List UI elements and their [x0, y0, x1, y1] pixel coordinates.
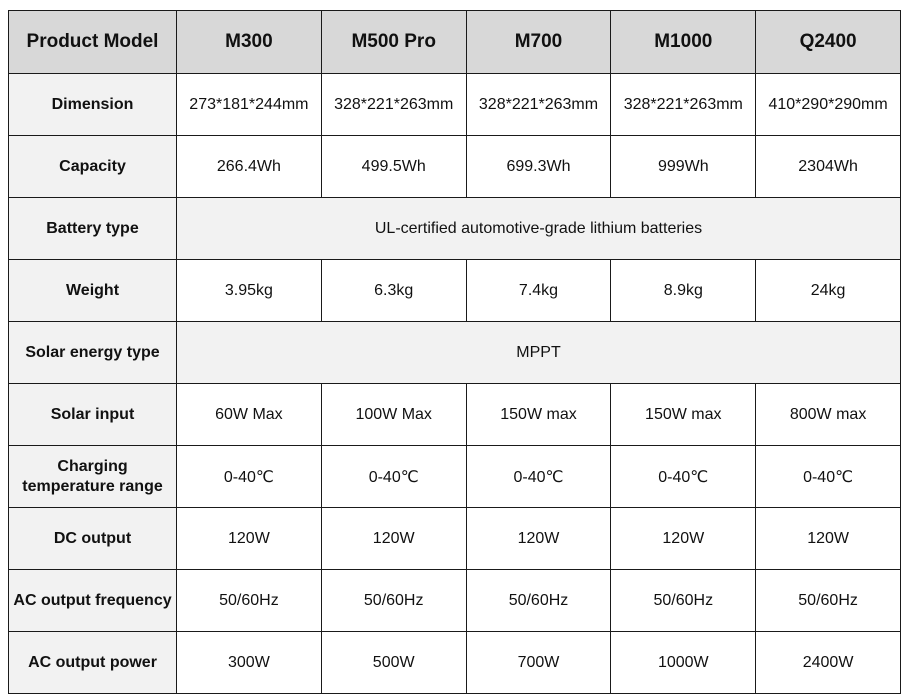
header-row	[9, 11, 901, 74]
cell-solar-energy-type-all: MPPT	[177, 322, 901, 384]
cell-ac-frequency-m700: 50/60Hz	[466, 570, 611, 632]
cell-capacity-q2400: 2304Wh	[756, 136, 901, 198]
header-model-m500-pro: M500 Pro	[321, 11, 466, 74]
row-label-dimension: Dimension	[9, 74, 177, 136]
cell-weight-m1000: 8.9kg	[611, 260, 756, 322]
row-capacity	[9, 136, 901, 198]
cell-charging-temp-q2400: 0-40℃	[756, 446, 901, 508]
cell-ac-frequency-m1000: 50/60Hz	[611, 570, 756, 632]
cell-charging-temp-m1000: 0-40℃	[611, 446, 756, 508]
row-dc-output	[9, 508, 901, 570]
row-label-charging-line1: Charging	[57, 457, 128, 475]
header-model-m300: M300	[177, 11, 322, 74]
row-ac-output-frequency	[9, 570, 901, 632]
row-label-charging-temperature-range	[9, 446, 177, 508]
cell-solar-input-m700: 150W max	[466, 384, 611, 446]
row-solar-input	[9, 384, 901, 446]
cell-capacity-m1000: 999Wh	[611, 136, 756, 198]
cell-solar-input-m500-pro: 100W Max	[321, 384, 466, 446]
cell-solar-input-q2400: 800W max	[756, 384, 901, 446]
cell-weight-q2400: 24kg	[756, 260, 901, 322]
row-label-weight: Weight	[9, 260, 177, 322]
cell-ac-frequency-q2400: 50/60Hz	[756, 570, 901, 632]
row-label-solar-energy-type: Solar energy type	[9, 322, 177, 384]
row-dimension	[9, 74, 901, 136]
cell-capacity-m700: 699.3Wh	[466, 136, 611, 198]
cell-weight-m700: 7.4kg	[466, 260, 611, 322]
row-ac-output-power	[9, 632, 901, 694]
cell-dimension-m1000: 328*221*263mm	[611, 74, 756, 136]
row-label-solar-input: Solar input	[9, 384, 177, 446]
header-model-q2400: Q2400	[756, 11, 901, 74]
cell-solar-input-m1000: 150W max	[611, 384, 756, 446]
cell-dc-output-m1000: 120W	[611, 508, 756, 570]
cell-capacity-m300: 266.4Wh	[177, 136, 322, 198]
cell-dimension-m500-pro: 328*221*263mm	[321, 74, 466, 136]
cell-dc-output-m300: 120W	[177, 508, 322, 570]
cell-ac-frequency-m300: 50/60Hz	[177, 570, 322, 632]
row-label-capacity: Capacity	[9, 136, 177, 198]
spec-comparison-table	[8, 10, 901, 694]
cell-dimension-q2400: 410*290*290mm	[756, 74, 901, 136]
cell-ac-power-m700: 700W	[466, 632, 611, 694]
cell-dimension-m300: 273*181*244mm	[177, 74, 322, 136]
row-battery-type	[9, 198, 901, 260]
row-label-ac-output-frequency: AC output frequency	[9, 570, 177, 632]
cell-dc-output-m500-pro: 120W	[321, 508, 466, 570]
row-label-battery-type: Battery type	[9, 198, 177, 260]
cell-dc-output-q2400: 120W	[756, 508, 901, 570]
cell-weight-m500-pro: 6.3kg	[321, 260, 466, 322]
cell-ac-power-q2400: 2400W	[756, 632, 901, 694]
cell-ac-power-m300: 300W	[177, 632, 322, 694]
cell-ac-frequency-m500-pro: 50/60Hz	[321, 570, 466, 632]
cell-dc-output-m700: 120W	[466, 508, 611, 570]
cell-weight-m300: 3.95kg	[177, 260, 322, 322]
row-label-ac-output-power: AC output power	[9, 632, 177, 694]
header-model-m1000: M1000	[611, 11, 756, 74]
cell-charging-temp-m300: 0-40℃	[177, 446, 322, 508]
cell-charging-temp-m700: 0-40℃	[466, 446, 611, 508]
cell-ac-power-m1000: 1000W	[611, 632, 756, 694]
cell-battery-type-all: UL-certified automotive-grade lithium batteries	[177, 198, 901, 260]
cell-dimension-m700: 328*221*263mm	[466, 74, 611, 136]
row-weight	[9, 260, 901, 322]
cell-charging-temp-m500-pro: 0-40℃	[321, 446, 466, 508]
row-solar-energy-type	[9, 322, 901, 384]
header-product-model: Product Model	[9, 11, 177, 74]
cell-solar-input-m300: 60W Max	[177, 384, 322, 446]
row-label-dc-output: DC output	[9, 508, 177, 570]
cell-capacity-m500-pro: 499.5Wh	[321, 136, 466, 198]
cell-ac-power-m500-pro: 500W	[321, 632, 466, 694]
header-model-m700: M700	[466, 11, 611, 74]
row-charging-temperature-range	[9, 446, 901, 508]
row-label-charging-line2: temperature range	[22, 477, 163, 495]
